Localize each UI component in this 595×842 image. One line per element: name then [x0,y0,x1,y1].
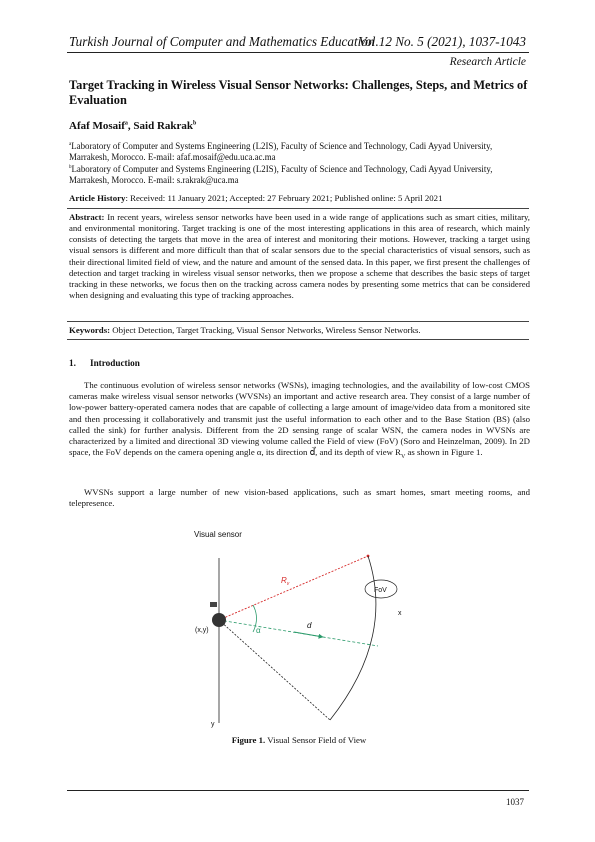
author-name: Afaf Mosaif [69,120,125,132]
history-text: : Received: 11 January 2021; Accepted: 27 February 2021; Published online: 5 April 2021 [125,193,443,203]
radius-label-main: R [281,576,287,585]
affiliation-text: Laboratory of Computer and Systems Engineering (L2IS), Faculty of Science and Technology, Cadi Ayyad University, Marrakesh, Morocco. E-mail: s.rakrak@uca.ma [69,163,493,186]
author-list [69,120,196,132]
radius-label-sub: v [286,581,290,587]
section-title: Introduction [90,358,140,368]
section-number: 1. [69,358,76,368]
fov-label: FoV [374,587,387,594]
affiliation-superscript: a [69,142,72,147]
paragraph-text: The continuous evolution of wireless sensor networks (WSNs), imaging technologies, and the availability of low-cost CMOS cameras make wireless visual sensor networks (WVSNs) an important and active research area. They consist of a large number of low-power battery-operated camera nodes that are capable of collecting a large amount of image/video data from a monitored site and then processing it collaboratively and transmit just the useful information to each other and to the Base Station (BS) (also called the sink) for further analysis. Different from the 2D sensing range of scalar WSN, the camera nodes in WVSNs are characterized by a limited and directional 3D viewing volume called the Field of view (FoV) (Soro and Heinzelman, 2009). In 2D space, the FoV depends on the camera opening angle α, its direction d⃗, and its depth of view R [69,380,530,458]
article-history [69,193,531,203]
direction-arrow [294,632,323,637]
section-rule [67,208,529,209]
author-separator: , [127,120,134,132]
radius-label [281,576,290,587]
subscript: V [400,453,406,460]
caption-label: Figure 1. [231,735,266,745]
history-label: Article History [69,193,126,203]
position-label: (x,y) [195,627,209,634]
volume-info: Vol.12 No. 5 (2021), 1037-1043 [358,34,526,49]
direction-label: d [307,621,312,630]
camera-icon [210,602,217,607]
affiliation-superscript: b [69,165,72,170]
figure-title: Visual sensor [194,530,242,539]
angle-label: α [256,626,261,635]
section-rule [67,321,529,322]
journal-name: Turkish Journal of Computer and Mathematics Education [69,34,375,49]
header-rule [67,52,529,53]
sensor-node [212,613,226,627]
x-axis-label: x [398,610,402,617]
abstract-label: Abstract: [69,212,105,222]
keywords [69,325,531,335]
visual-sensor-figure [190,528,415,730]
section-heading [69,358,140,368]
affiliation [69,162,529,186]
page-number: 1037 [506,797,524,807]
body-paragraph: WVSNs support a large number of new vision-based applications, such as smart homes, smart meeting rooms, and telepresence. [69,487,530,509]
author-superscript: b [193,120,197,127]
keywords-label: Keywords: [69,325,111,335]
affiliation [69,139,529,163]
author-name: Said Rakrak [133,120,194,132]
article-type: Research Article [449,56,526,68]
abstract [69,212,530,301]
paper-title: Target Tracking in Wireless Visual Sensor Networks: Challenges, Steps, and Metrics of Evaluation [69,78,528,107]
fov-arc [330,556,376,720]
author-superscript: a [124,120,128,127]
keywords-text: Object Detection, Target Tracking, Visual Sensor Networks, Wireless Sensor Networks. [110,325,421,335]
figure-caption [69,735,529,745]
upper-fov-boundary [219,556,368,620]
y-axis-label: y [211,721,215,728]
body-paragraph [69,380,530,463]
section-rule [67,339,529,340]
caption-text: Visual Sensor Field of View [265,735,367,745]
abstract-text: In recent years, wireless sensor networks have been used in a wide range of applications such as smart cities, military, and environmental monitoring. Target tracking is one of the most interesting applications in this area of research, which mainly consists of detecting the targets that move in the area of interest and monitoring their motions. However, tracking a target using visual sensors is different and more difficult than that of scalar sensors due to the special characteristics of visual sensors, such as their directional limited field of view, and the nature and amount of the sensed data. In this paper, we first present the challenges of detection and target tracking in wireless visual sensor networks, then we propose a scheme that describes the basic steps of target tracking in these networks, we focus then on the tracking across camera nodes by presenting some metrics that can be considered when designing and evaluating this type of tracking approaches. [69,212,530,301]
footer-rule [67,790,529,791]
affiliation-text: Laboratory of Computer and Systems Engineering (L2IS), Faculty of Science and Technology, Cadi Ayyad University, Marrakesh, Morocco. E-mail: afaf.mosaif@edu.uca.ac.ma [69,140,493,163]
paragraph-text-end: as shown in Figure 1. [405,447,483,458]
